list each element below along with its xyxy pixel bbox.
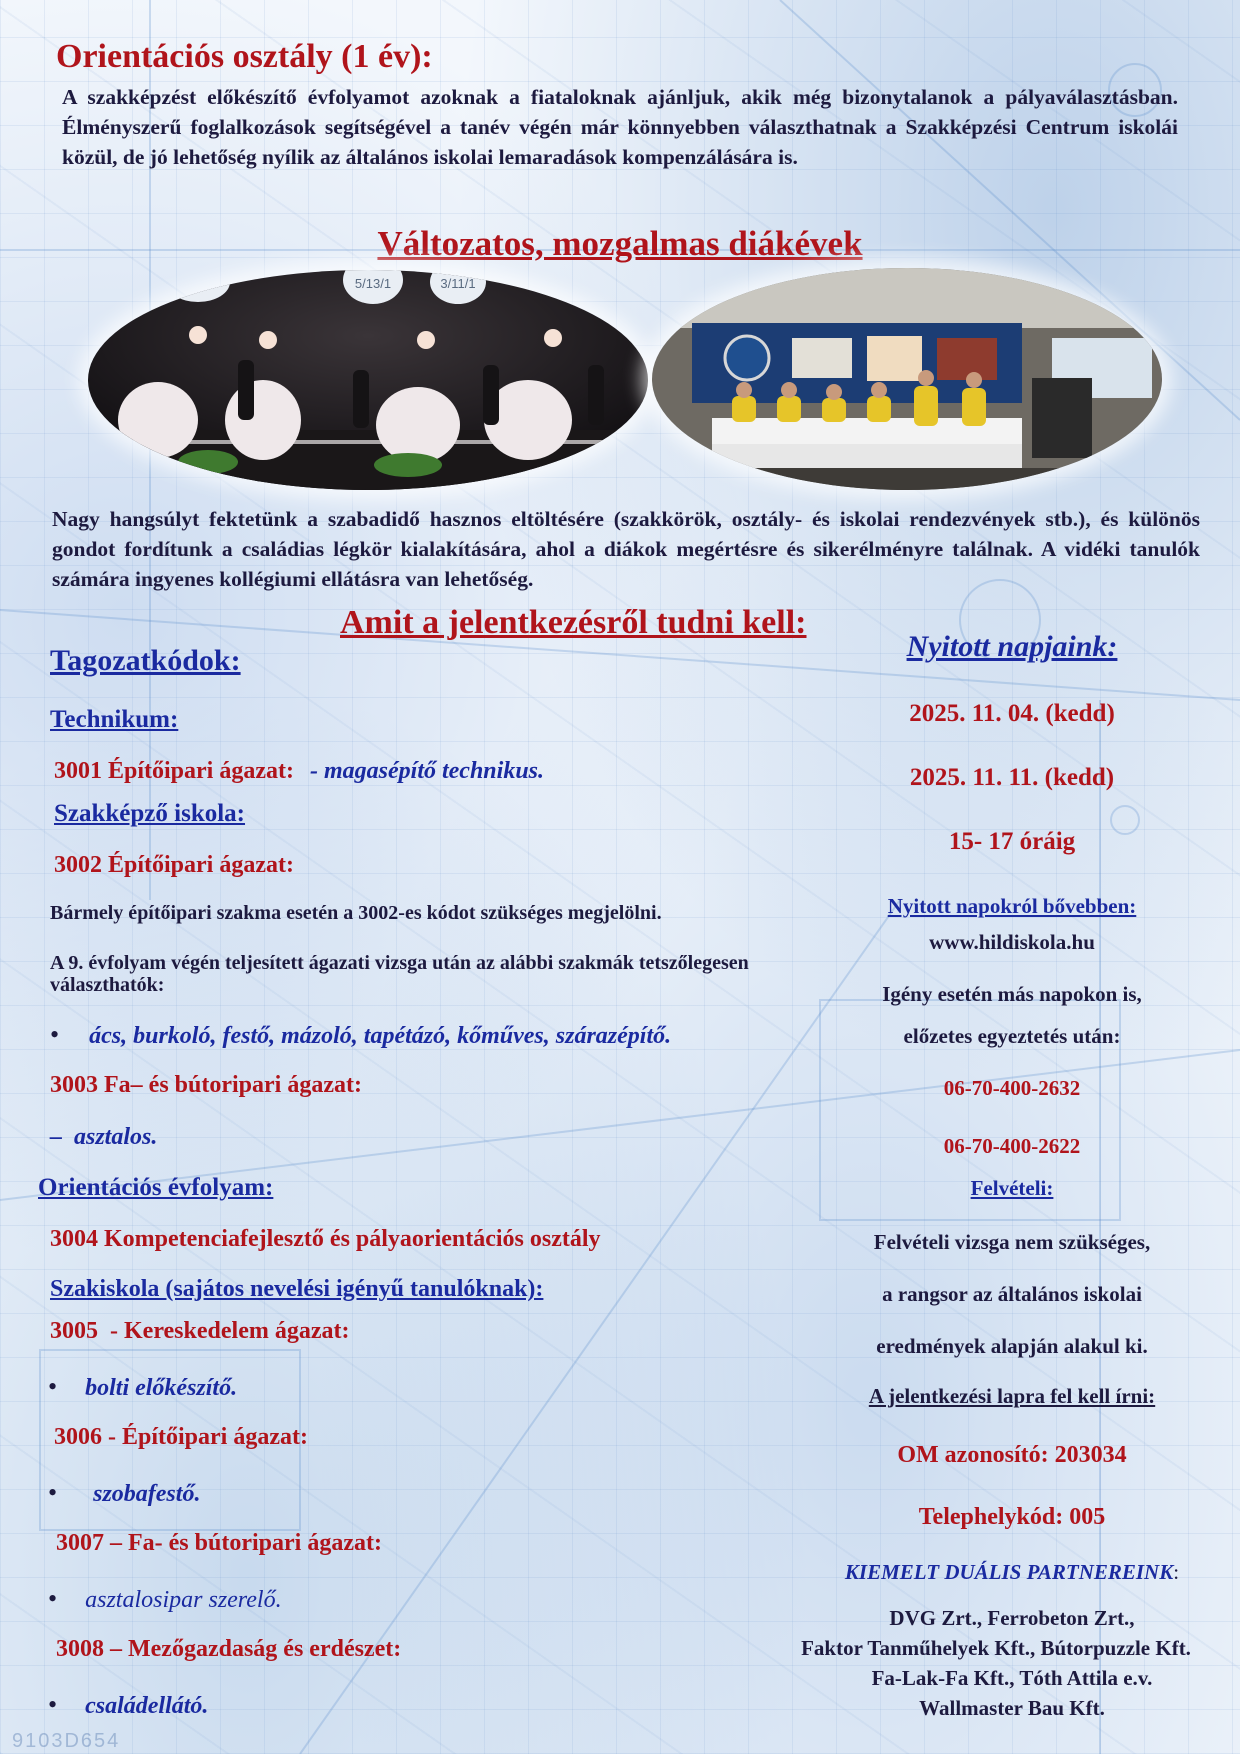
trade-3006: szobafestő. <box>93 1481 201 1507</box>
partners-line-3: Fa-Lak-Fa Kft., Tóth Attila e.v. <box>871 1666 1153 1690</box>
szakkepzo-heading: Szakképző iskola: <box>54 800 246 827</box>
student-life-title: Változatos, mozgalmas diákévek <box>377 224 863 263</box>
partners-heading-row <box>812 1560 1212 1585</box>
note-exam: A 9. évfolyam végén teljesített ágazati vizsga után az alábbi szakmák tetszőlegesen választhatók: <box>50 952 749 996</box>
trades-3002-row <box>50 1020 671 1050</box>
code-3001: 3001 Építőipari ágazat: <box>54 758 294 784</box>
trade-3008-row <box>48 1690 208 1720</box>
site-code: Telephelykód: 005 <box>918 1504 1106 1530</box>
dance-scene <box>88 270 648 490</box>
partners-line-4: Wallmaster Bau Kft. <box>919 1696 1105 1720</box>
trade-3007-row <box>48 1584 282 1614</box>
partners-colon: : <box>1173 1560 1180 1584</box>
partners-line-1: DVG Zrt., Ferrobeton Zrt., <box>889 1606 1135 1630</box>
partners-heading: KIEMELT DUÁLIS PARTNEREINK <box>844 1560 1174 1584</box>
phone-1: 06-70-400-2632 <box>943 1076 1081 1100</box>
code-3004: 3004 Kompetenciafejlesztő és pályaorientációs osztály <box>50 1226 601 1252</box>
bullet-icon: • <box>48 1584 58 1613</box>
bullet-icon: • <box>48 1690 58 1719</box>
trades-3002: ács, burkoló, festő, mázoló, tapétázó, kőműves, szárazépítő. <box>89 1023 672 1049</box>
note-3002: Bármely építőipari szakma esetén a 3002-es kódot szükséges megjelölni. <box>50 902 662 924</box>
open-day-1: 2025. 11. 04. (kedd) <box>909 700 1115 727</box>
trade-3005-row <box>48 1372 237 1402</box>
form-heading: A jelentkezési lapra fel kell írni: <box>868 1384 1156 1408</box>
code-3005: 3005 - Kereskedelem ágazat: <box>50 1318 350 1344</box>
intro-title: Orientációs osztály (1 év): <box>56 38 433 75</box>
admission-heading: Felvételi: <box>970 1176 1054 1200</box>
background-text: 9103D654 <box>12 1730 121 1752</box>
other-days-line-1: Igény esetén más napokon is, <box>882 982 1142 1006</box>
trade-3008: családellátó. <box>85 1693 209 1719</box>
presentation-scene <box>652 268 1162 490</box>
trade-3005: bolti előkészítő. <box>85 1375 238 1401</box>
admission-line-3: eredmények alapján alakul ki. <box>876 1334 1148 1358</box>
open-days-heading: Nyitott napjaink: <box>906 630 1118 663</box>
codes-heading: Tagozatkódok: <box>50 644 241 677</box>
website-link[interactable]: www.hildiskola.hu <box>929 930 1095 954</box>
trade-3007: asztalosipar szerelő. <box>85 1587 282 1613</box>
admission-line-2: a rangsor az általános iskolai <box>882 1282 1142 1306</box>
code-3008: 3008 – Mezőgazdaság és erdészet: <box>56 1636 402 1662</box>
code-3001-row <box>54 758 544 785</box>
photo-sign-2: 5/13/1 <box>354 276 392 291</box>
code-3003: 3003 Fa– és bútoripari ágazat: <box>50 1072 362 1098</box>
photo-sign-3: 3/11/1 <box>440 276 476 291</box>
open-days-more-heading: Nyitott napokról bővebben: <box>887 894 1137 918</box>
admission-line-1: Felvételi vizsga nem szükséges, <box>873 1230 1151 1254</box>
photo-dance <box>88 270 648 490</box>
open-day-2: 2025. 11. 11. (kedd) <box>909 764 1115 791</box>
bullet-icon: • <box>50 1020 60 1049</box>
om-id: OM azonosító: 203034 <box>897 1442 1127 1468</box>
other-days-line-2: előzetes egyeztetés után: <box>903 1024 1121 1048</box>
open-day-time: 15- 17 óráig <box>948 828 1076 855</box>
application-title: Amit a jelentkezésről tudni kell: <box>340 604 807 641</box>
bullet-icon: • <box>48 1478 58 1507</box>
code-3006: 3006 - Építőipari ágazat: <box>54 1424 308 1450</box>
orientation-heading: Orientációs évfolyam: <box>38 1174 274 1201</box>
intro-text: A szakképzést előkészítő évfolyamot azoknak a fiataloknak ajánljuk, akik még bizonytalanok a pályaválasztásban. Élményszerű foglalkozások segítségével a tanév végén már könnyebben választhatnak a Szakképzési Centrum iskolái közül, de jó lehetőség nyílik az általános iskolai lemaradások kompenzálására is. <box>62 85 1178 169</box>
code-3007: 3007 – Fa- és bútoripari ágazat: <box>56 1530 382 1556</box>
bullet-icon: • <box>48 1372 58 1401</box>
technikum-heading: Technikum: <box>50 706 179 733</box>
code-3001-detail: - magasépítő technikus. <box>310 758 545 784</box>
special-heading: Szakiskola (sajátos nevelési igényű tanulóknak): <box>50 1276 544 1302</box>
photo-presentation <box>652 268 1162 490</box>
code-3002: 3002 Építőipari ágazat: <box>54 852 294 878</box>
trade-3006-row <box>48 1478 200 1508</box>
phone-2: 06-70-400-2622 <box>943 1134 1081 1158</box>
partners-line-2: Faktor Tanműhelyek Kft., Bútorpuzzle Kft. <box>801 1636 1191 1660</box>
trade-3003: – asztalos. <box>50 1124 158 1150</box>
student-life-text: Nagy hangsúlyt fektetünk a szabadidő hasznos eltöltésére (szakkörök, osztály- és iskolai rendezvények stb.), és különös gondot fordítunk a családias légkör kialakítására, ahol a diákok megértésre és sikerélményre találnak. A vidéki tanulók számára ingyenes kollégiumi ellátásra van lehetőség. <box>52 507 1200 591</box>
